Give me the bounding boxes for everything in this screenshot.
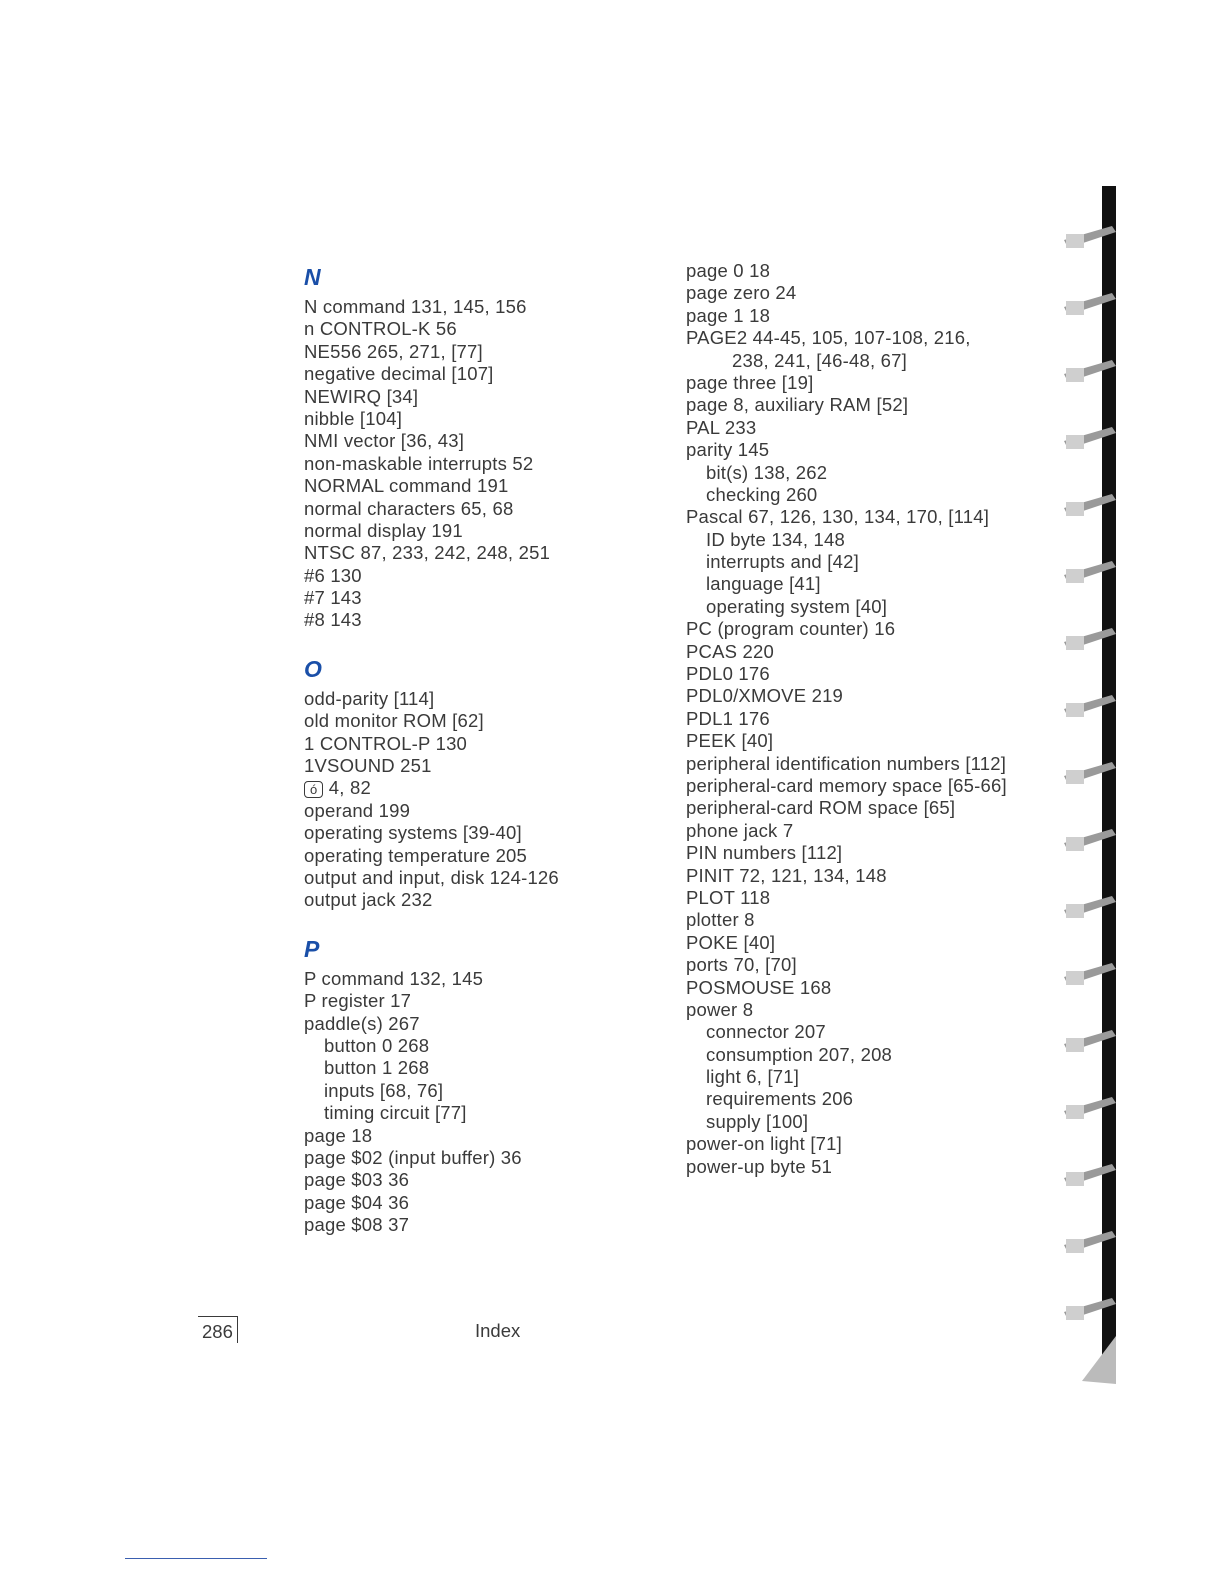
index-entry-text: PAL 233 [686, 416, 757, 438]
index-subentry [686, 350, 1046, 372]
index-entry-text: language [41] [706, 573, 821, 595]
index-entry [304, 822, 644, 844]
index-entry-text: PDL0/XMOVE 219 [686, 685, 844, 707]
index-entry [686, 327, 1046, 349]
index-entry [304, 733, 644, 755]
index-entry-text: operand 199 [304, 799, 411, 821]
index-entry [686, 753, 1046, 775]
index-subentry [686, 1044, 1046, 1066]
index-entry-text: page $08 37 [304, 1214, 410, 1236]
index-entry-text: non-maskable interrupts 52 [304, 452, 534, 474]
index-entry-text: phone jack 7 [686, 819, 794, 841]
index-subentry [686, 529, 1046, 551]
spiral-binding-icon [1062, 186, 1118, 1386]
index-entry-text: 1 CONTROL-P 130 [304, 732, 468, 754]
index-entry [304, 542, 644, 564]
index-entry-text: inputs [68, 76] [324, 1079, 444, 1101]
index-entry-text: #7 143 [304, 587, 362, 609]
index-entry-text: consumption 207, 208 [706, 1043, 893, 1065]
index-entry [686, 775, 1046, 797]
index-entry-text: POKE [40] [686, 931, 776, 953]
index-entry [304, 777, 644, 799]
index-entry-text: PIN numbers [112] [686, 842, 843, 864]
index-entry-text: page $04 36 [304, 1191, 410, 1213]
index-entry-text: PCAS 220 [686, 640, 774, 662]
index-entry [304, 990, 644, 1012]
index-entry [304, 1125, 644, 1147]
index-entry-text: Pascal 67, 126, 130, 134, 170, [114] [686, 506, 990, 528]
index-entry-text: checking 260 [706, 483, 818, 505]
index-entry-text: power-up byte 51 [686, 1155, 833, 1177]
index-entry [304, 1192, 644, 1214]
index-entry [686, 417, 1046, 439]
index-entry-text: power-on light [71] [686, 1133, 843, 1155]
index-entry-text: P command 132, 145 [304, 967, 484, 989]
index-entry [686, 1133, 1046, 1155]
index-subentry [304, 1035, 644, 1057]
index-entry [304, 565, 644, 587]
index-entry-text: supply [100] [706, 1110, 809, 1132]
index-entry-text: PLOT 118 [686, 886, 771, 908]
index-entry-text: 1VSOUND 251 [304, 755, 432, 777]
section-letter-heading: N [304, 264, 321, 290]
index-entry [686, 372, 1046, 394]
index-entry [686, 954, 1046, 976]
index-entry-text: negative decimal [107] [304, 363, 494, 385]
index-entry [686, 708, 1046, 730]
index-subentry [686, 1088, 1046, 1110]
index-entry [304, 318, 644, 340]
index-entry-text: page $02 (input buffer) 36 [304, 1146, 522, 1168]
index-entry-text: button 1 268 [324, 1057, 430, 1079]
index-entry [686, 394, 1046, 416]
index-entry [304, 386, 644, 408]
index-subentry [686, 1066, 1046, 1088]
index-entry [304, 498, 644, 520]
index-entry [686, 865, 1046, 887]
index-entry [686, 842, 1046, 864]
index-entry-text: output jack 232 [304, 889, 433, 911]
index-entry-text: power 8 [686, 998, 754, 1020]
index-entry [304, 845, 644, 867]
page-number: 286 [198, 1316, 238, 1343]
index-entry [686, 641, 1046, 663]
index-entry-text: plotter 8 [686, 909, 755, 931]
index-entry [686, 506, 1046, 528]
index-entry [304, 755, 644, 777]
index-entry-text: N command 131, 145, 156 [304, 296, 527, 317]
index-entry-text: page zero 24 [686, 282, 797, 304]
index-entry [686, 305, 1046, 327]
index-entry-text: parity 145 [686, 439, 770, 461]
index-entry-text: #6 130 [304, 564, 362, 586]
index-entry-text: page 8, auxiliary RAM [52] [686, 394, 909, 416]
index-entry [304, 408, 644, 430]
index-entry [686, 260, 1046, 282]
index-entry-text: P register 17 [304, 990, 412, 1012]
index-entry [304, 296, 644, 318]
index-entry-text: operating temperature 205 [304, 844, 528, 866]
index-entry-text: ID byte 134, 148 [706, 528, 845, 550]
index-entry [304, 363, 644, 385]
index-entry [686, 999, 1046, 1021]
index-subentry [304, 1102, 644, 1124]
index-entry-text: NMI vector [36, 43] [304, 430, 465, 452]
index-entry [304, 800, 644, 822]
index-entry [686, 618, 1046, 640]
index-entry-text: bit(s) 138, 262 [706, 461, 828, 483]
index-entry [686, 797, 1046, 819]
index-entry-text: peripheral identification numbers [112] [686, 752, 1007, 774]
index-entry-text: n CONTROL-K 56 [304, 318, 457, 340]
index-entry-text: requirements 206 [706, 1088, 854, 1110]
index-entry-text: 238, 241, [46-48, 67] [732, 349, 907, 371]
index-entry-text: peripheral-card memory space [65-66] [686, 774, 1007, 796]
index-entry-text: peripheral-card ROM space [65] [686, 797, 956, 819]
index-subentry [304, 1080, 644, 1102]
index-entry [686, 439, 1046, 461]
index-subentry [304, 1057, 644, 1079]
index-entry [304, 609, 644, 631]
index-entry [686, 820, 1046, 842]
index-entry [686, 730, 1046, 752]
index-entry-text: NE556 265, 271, [77] [304, 340, 483, 362]
index-entry-text: NORMAL command 191 [304, 475, 509, 497]
open-apple-key-icon: ó [304, 781, 323, 798]
index-entry-text: PC (program counter) 16 [686, 618, 896, 640]
index-entry [304, 688, 644, 710]
index-entry [686, 932, 1046, 954]
index-entry [304, 710, 644, 732]
index-entry-text: old monitor ROM [62] [304, 710, 484, 732]
index-entry [686, 909, 1046, 931]
index-entry-text: PDL1 176 [686, 707, 770, 729]
index-entry-text: interrupts and [42] [706, 551, 859, 573]
index-entry [304, 1147, 644, 1169]
index-entry-text: normal characters 65, 68 [304, 497, 514, 519]
index-entry-text: page 0 18 [686, 260, 771, 281]
index-entry-text: NEWIRQ [34] [304, 385, 419, 407]
index-subentry [686, 1111, 1046, 1133]
index-entry [686, 1156, 1046, 1178]
index-entry [686, 663, 1046, 685]
index-entry [686, 685, 1046, 707]
index-entry [304, 968, 644, 990]
index-entry-text: paddle(s) 267 [304, 1012, 420, 1034]
index-entry-text: POSMOUSE 168 [686, 976, 832, 998]
index-entry [304, 1169, 644, 1191]
index-entry-text: normal display 191 [304, 519, 463, 541]
index-entry [304, 867, 644, 889]
index-entry-text: #8 143 [304, 609, 362, 631]
index-entry [304, 430, 644, 452]
index-entry-text: page three [19] [686, 371, 814, 393]
index-entry [304, 1013, 644, 1035]
index-subentry [686, 462, 1046, 484]
index-entry-text: page $03 36 [304, 1169, 410, 1191]
index-entry-text: light 6, [71] [706, 1066, 800, 1088]
index-entry [304, 1214, 644, 1236]
index-column-right [686, 260, 1046, 1178]
bottom-rule [125, 1558, 267, 1559]
index-entry [304, 587, 644, 609]
index-entry-text: NTSC 87, 233, 242, 248, 251 [304, 542, 551, 564]
index-entry [304, 453, 644, 475]
index-subentry [686, 596, 1046, 618]
index-entry-text: odd-parity [114] [304, 687, 435, 709]
index-entry [686, 977, 1046, 999]
section-letter-heading: P [304, 935, 320, 962]
index-entry [304, 889, 644, 911]
index-entry [686, 887, 1046, 909]
index-subentry [686, 551, 1046, 573]
index-entry-text: ports 70, [70] [686, 954, 797, 976]
index-entry [304, 475, 644, 497]
index-entry-text: operating systems [39-40] [304, 822, 522, 844]
index-column-left [304, 262, 644, 1236]
index-entry-text: PDL0 176 [686, 663, 770, 685]
index-entry-text: connector 207 [706, 1021, 826, 1043]
index-entry-text: timing circuit [77] [324, 1102, 467, 1124]
index-subentry [686, 484, 1046, 506]
index-entry-text: page 18 [304, 1124, 373, 1146]
index-entry-text: PINIT 72, 121, 134, 148 [686, 864, 887, 886]
index-entry [304, 520, 644, 542]
section-letter-heading: O [304, 655, 323, 682]
index-entry-text: output and input, disk 124-126 [304, 866, 559, 888]
index-entry [304, 341, 644, 363]
index-subentry [686, 1021, 1046, 1043]
index-entry-text: page 1 18 [686, 304, 771, 326]
index-subentry [686, 573, 1046, 595]
index-entry-text: button 0 268 [324, 1034, 430, 1056]
index-entry-text: PEEK [40] [686, 730, 774, 752]
index-entry-text: 4, 82 [328, 777, 371, 799]
index-entry-text: nibble [104] [304, 407, 403, 429]
index-entry-text: operating system [40] [706, 595, 888, 617]
index-entry-text: PAGE2 44-45, 105, 107-108, 216, [686, 327, 971, 349]
index-entry [686, 282, 1046, 304]
footer-title: Index [475, 1320, 521, 1341]
